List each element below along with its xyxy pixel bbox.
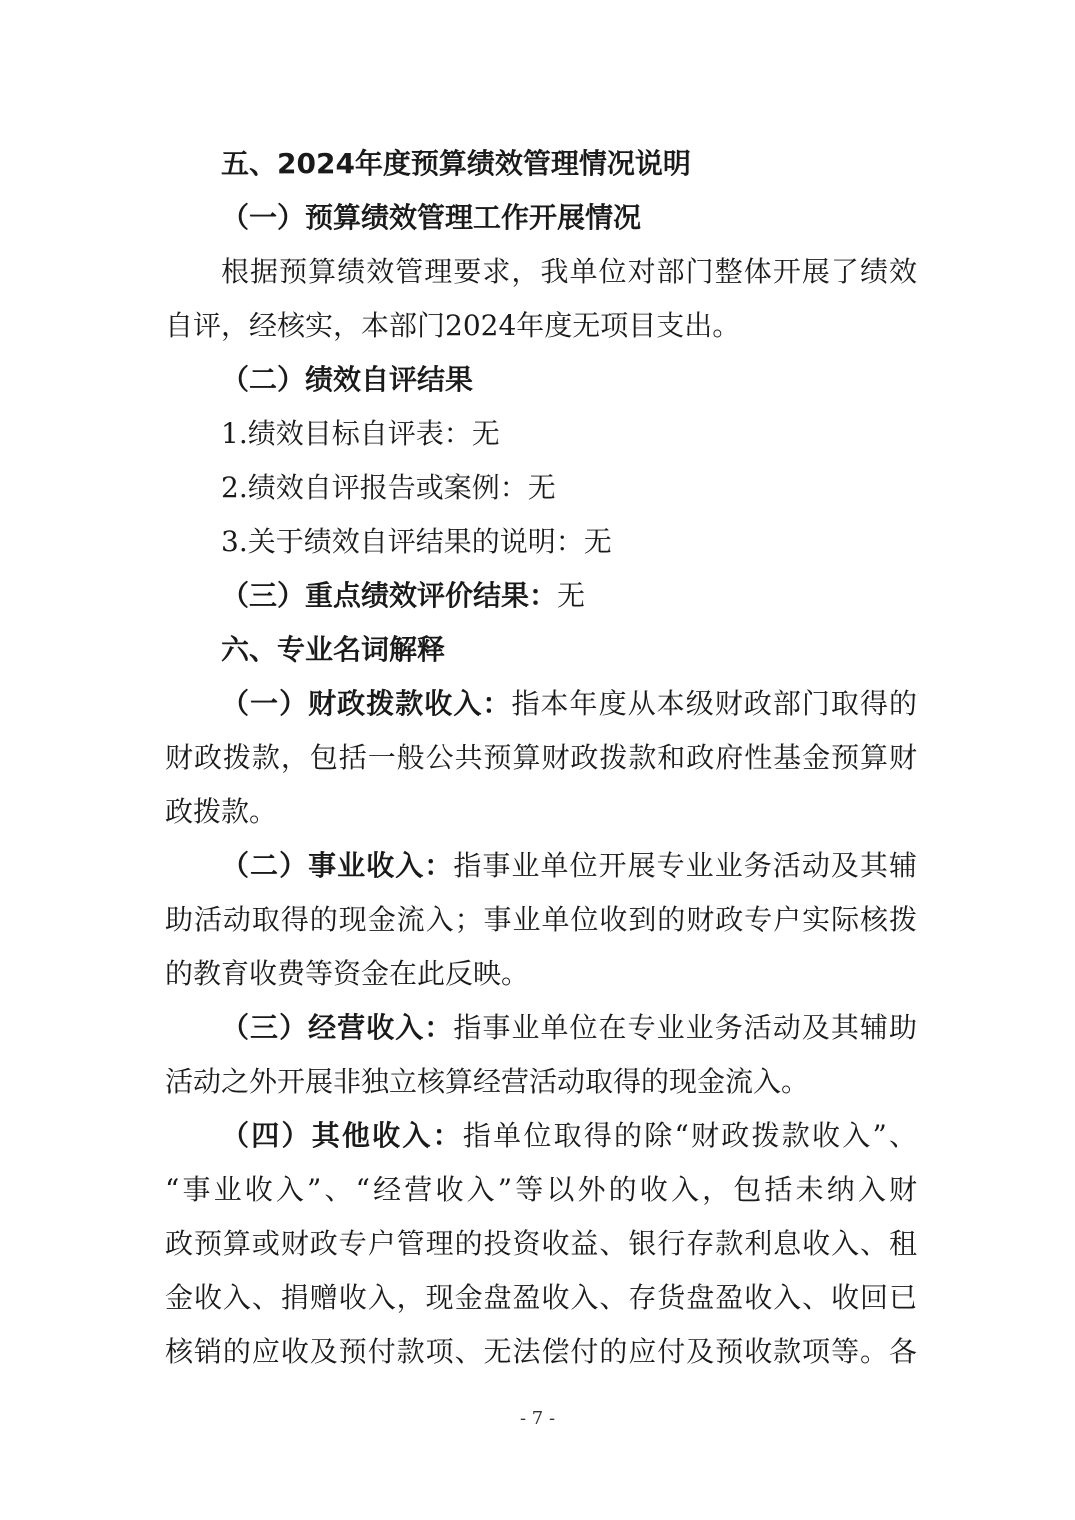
paragraph-line: 根据预算绩效管理要求，我单位对部门整体开展了绩效 bbox=[221, 255, 917, 288]
term-text: 指单位取得的除“财政拨款收入”、 bbox=[462, 1119, 917, 1152]
page-number: - 7 - bbox=[519, 1408, 556, 1429]
section-5-heading: 五、2024年度预算绩效管理情况说明 bbox=[221, 147, 691, 180]
list-item: 1.绩效目标自评表：无 bbox=[221, 417, 500, 450]
paragraph-line: 自评，经核实，本部门2024年度无项目支出。 bbox=[165, 309, 741, 342]
subsection-3-label: （三）重点绩效评价结果： bbox=[221, 579, 558, 612]
term-line: 政拨款。 bbox=[165, 795, 278, 828]
term-text: 指本年度从本级财政部门取得的 bbox=[511, 687, 917, 720]
section-6-heading: 六、专业名词解释 bbox=[221, 633, 446, 666]
term-first-line bbox=[221, 1116, 917, 1156]
term-text: 指事业单位在专业业务活动及其辅助 bbox=[453, 1011, 917, 1044]
term-line: 政预算或财政专户管理的投资收益、银行存款利息收入、租 bbox=[165, 1227, 917, 1260]
subsection-2-heading: （二）绩效自评结果 bbox=[221, 363, 474, 396]
term-first-line bbox=[221, 1008, 917, 1048]
subsection-1-heading: （一）预算绩效管理工作开展情况 bbox=[221, 201, 642, 234]
term-line: 活动之外开展非独立核算经营活动取得的现金流入。 bbox=[165, 1065, 810, 1098]
term-first-line bbox=[221, 684, 917, 724]
subsection-3-value: 无 bbox=[557, 579, 586, 612]
subsection-3-line bbox=[221, 576, 917, 616]
term-first-line bbox=[221, 846, 917, 886]
term-label: （二）事业收入： bbox=[221, 849, 454, 882]
term-text: 指事业单位开展专业业务活动及其辅 bbox=[453, 849, 917, 882]
term-line: 核销的应收及预付款项、无法偿付的应付及预收款项等。各 bbox=[165, 1335, 917, 1368]
term-line: 金收入、捐赠收入，现金盘盈收入、存货盘盈收入、收回已 bbox=[165, 1281, 917, 1314]
term-line: 助活动取得的现金流入；事业单位收到的财政专户实际核拨 bbox=[165, 903, 917, 936]
term-label: （三）经营收入： bbox=[221, 1011, 454, 1044]
list-item: 2.绩效自评报告或案例：无 bbox=[221, 471, 556, 504]
term-line: 财政拨款，包括一般公共预算财政拨款和政府性基金预算财 bbox=[165, 741, 917, 774]
list-item: 3.关于绩效自评结果的说明：无 bbox=[221, 525, 612, 558]
term-line: 的教育收费等资金在此反映。 bbox=[165, 957, 530, 990]
term-label: （四）其他收入： bbox=[221, 1119, 463, 1152]
term-line: “事业收入”、“经营收入”等以外的收入，包括未纳入财 bbox=[165, 1173, 917, 1206]
term-label: （一）财政拨款收入： bbox=[221, 687, 512, 720]
